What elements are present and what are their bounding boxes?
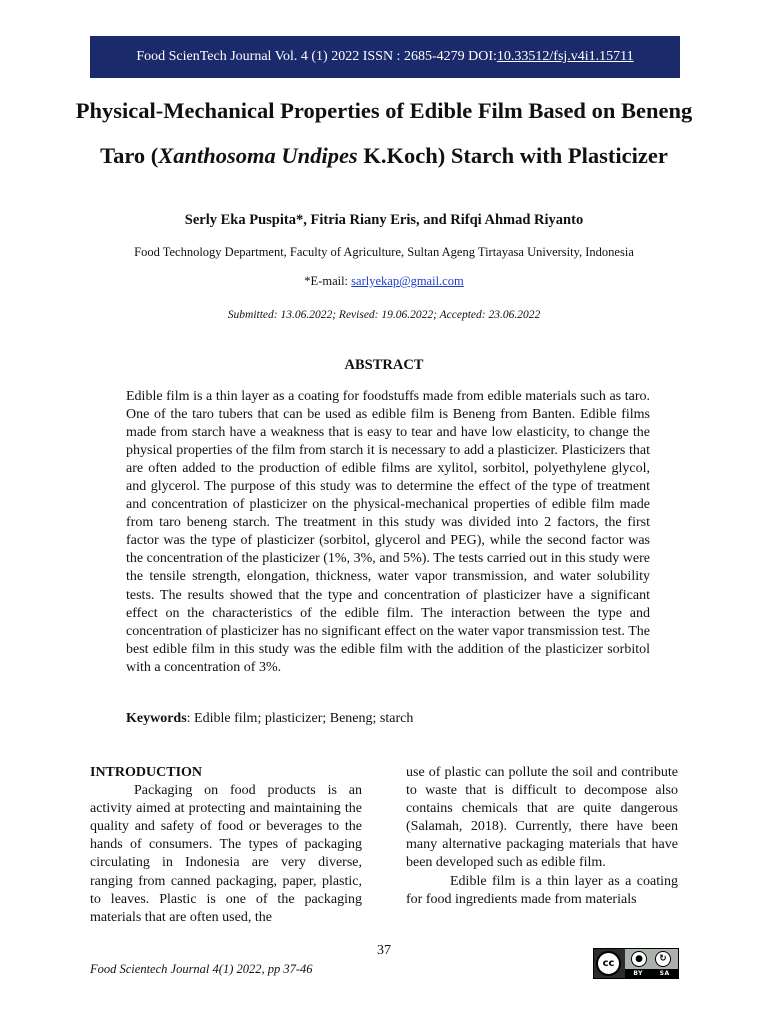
journal-header-text: Food ScienTech Journal Vol. 4 (1) 2022 ISSN : 2685-4279 DOI: (136, 49, 497, 64)
submission-dates: Submitted: 13.06.2022; Revised: 19.06.2022; Accepted: 23.06.2022 (227, 309, 541, 321)
footer-journal-citation: Food Scientech Journal 4(1) 2022, pp 37-46 (90, 962, 313, 976)
creative-commons-icon: cc (596, 951, 621, 976)
intro-paragraph-left: Packaging on food products is an activity aimed at protecting and maintaining the quality and safety of food or beverages to the hands of consumers. The types of packaging circulating in Indonesia are very diverse, ranging from canned packaging, paper, plastic, to leaves. Plastic is one of the packaging materials that are often used, the (90, 783, 362, 925)
share-alike-icon: ↻ (655, 951, 671, 967)
doi-link[interactable]: 10.33512/fsj.v4i1.15711 (496, 49, 634, 64)
by-label: BY (633, 970, 643, 977)
title-part-2: K.Koch) Starch with Plasticizer (357, 143, 668, 168)
title-part-1: Physical-Mechanical Properties of Edible Film Based on Beneng Taro ( (75, 98, 693, 168)
email-link[interactable]: sarlyekap@gmail.com (351, 274, 464, 288)
author-list: Serly Eka Puspita*, Fitria Riany Eris, and Rifqi Ahmad Riyanto (184, 212, 584, 228)
keywords-label: Keywords (126, 711, 187, 726)
email-label: *E-mail: (304, 274, 352, 288)
keywords (126, 711, 650, 727)
corresponding-email (60, 274, 708, 289)
affiliation: Food Technology Department, Faculty of Agriculture, Sultan Ageng Tirtayasa University, Indonesia (134, 245, 634, 259)
page-number: 37 (377, 943, 391, 958)
license-labels (625, 969, 678, 978)
attribution-person-icon: ● (631, 951, 647, 967)
abstract-text: Edible film is a thin layer as a coating for foodstuffs made from edible materials such as taro. One of the taro tubers that can be used as edible film is Beneng from Banten. Edible films made from starch have a weakness that is easy to tear and have low elasticity, to change the physical properties of the film from starch it is necessary to add a plasticizer. Plasticizers that are often added to the production of edible films are xylitol, sorbitol, polyethylene glycol, and glycerol. The purpose of this study was to determine the effect of the type of treatment and concentration of plasticizer on the physical-mechanical properties of edible film made from taro beneng starch. The treatment in this study was divided into 2 factors, the first factor was the type of plasticizer (sorbitol, glycerol and PEG), while the second factor was the concentration of the plasticizer (1%, 3%, and 5%). The tests carried out in this study were the tensile strength, elongation, thickness, water vapor transmission, and water solubility tests. The results showed that the type and concentration of plasticizer have a significant effect on the characteristics of the edible film. The interaction between the type and concentration of plasticizer has no significant effect on the water vapor transmission test. The best edible film in this study was the edible film with the addition of the plasticizer sorbitol with a concentration of 3%. (126, 389, 650, 675)
introduction-heading: INTRODUCTION (90, 765, 203, 780)
paper-title (60, 88, 708, 178)
abstract-heading: ABSTRACT (344, 357, 424, 373)
cc-by-sa-license-badge[interactable] (593, 948, 679, 979)
sa-label: SA (659, 970, 670, 977)
title-species-italic: Xanthosoma Undipes (158, 143, 358, 168)
left-column (90, 764, 362, 927)
license-icons-panel (625, 949, 678, 978)
keywords-list: : Edible film; plasticizer; Beneng; starch (186, 711, 414, 726)
intro-paragraph-right-1: use of plastic can pollute the soil and contribute to waste that is difficult to decompose also contains chemicals that are quite dangerous (Salamah, 2018). Currently, there have been many alternative packaging materials that have been developed such as edible film. (406, 765, 678, 871)
intro-paragraph-right-2: Edible film is a thin layer as a coating for food ingredients made from materials (406, 873, 678, 907)
right-column (406, 764, 678, 909)
journal-header-bar (90, 36, 680, 78)
